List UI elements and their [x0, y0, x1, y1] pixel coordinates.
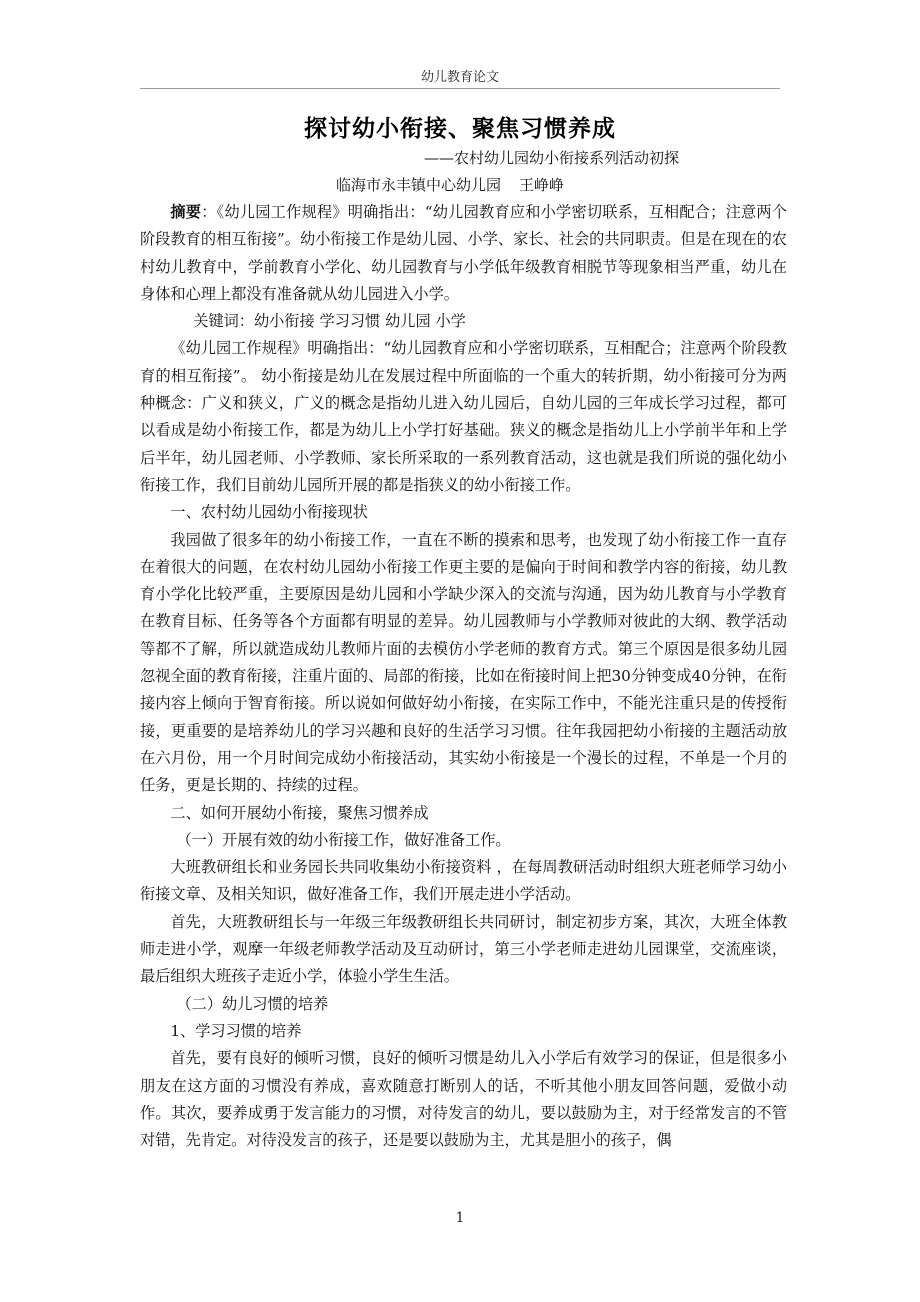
- subsection-heading-2-2: （二）幼儿习惯的培养: [176, 994, 329, 1013]
- abstract-paragraph: [140, 199, 787, 308]
- abstract-text: ：《幼儿园工作规程》明确指出：“幼儿园教育应和小学密切联系，互相配合；注意两个阶段教育的相互衔接”。幼小衔接工作是幼儿园、小学、家长、社会的共同职责。但是在现在的农村幼儿教育中，学前教育小学化、幼儿园教育与小学低年级教育相脱节等现象相当严重，幼儿在身体和心理上都没有准备就从幼儿园进入小学。: [140, 203, 787, 303]
- body-paragraph-3: 大班教研组长和业务园长共同收集幼小衔接资料 ，在每周教研活动时组织大班老师学习幼小衔接文章、及相关知识，做好准备工作，我们开展走进小学活动。: [140, 858, 787, 904]
- author-affiliation: 临海市永丰镇中心幼儿园: [336, 176, 502, 194]
- subsection-heading-2-1: （一）开展有效的幼小衔接工作，做好准备工作。: [176, 830, 511, 849]
- page-number: 1: [455, 1210, 465, 1226]
- header-divider: [140, 88, 780, 89]
- body-paragraph-1: 《幼儿园工作规程》明确指出：“幼儿园教育应和小学密切联系，互相配合；注意两个阶段教育的相互衔接”。 幼小衔接是幼儿在发展过程中所面临的一个重大的转折期，幼小衔接可分为两种概念：广义和狭义，广义的概念是指幼儿进入幼儿园后，自幼儿园的三年成长学习过程，都可以看成是幼小衔接工作，都是为幼儿上小学打好基础。狭义的概念是指幼儿上小学前半年和上学后半年，幼儿园老师、小学教师、家长所采取的一系列教育活动，这也就是我们所说的强化幼小衔接工作，我们目前幼儿园所开展的都是指狭义的幼小衔接工作。: [140, 339, 787, 494]
- body-paragraph-4: 首先，大班教研组长与一年级三年级教研组长共同研讨，制定初步方案，其次，大班全体教师走进小学，观摩一年级老师教学活动及互动研讨，第三小学老师走进幼儿园课堂，交流座谈，最后组织大班孩子走近小学，体验小学生生活。: [140, 912, 787, 986]
- section-heading-2: 二、如何开展幼小衔接，聚焦习惯养成: [170, 803, 429, 822]
- section-heading-1: 一、农村幼儿园幼小衔接现状: [170, 503, 368, 522]
- document-title: 探讨幼小衔接、聚焦习惯养成: [304, 116, 616, 142]
- document-subtitle: ——农村幼儿园幼小衔接系列活动初探: [424, 149, 680, 167]
- author-line: [336, 174, 564, 195]
- keywords-line: 关键词：幼小衔接 学习习惯 幼儿园 小学: [193, 312, 466, 331]
- body-paragraph-5: 首先，要有良好的倾听习惯，良好的倾听习惯是幼儿入小学后有效学习的保证，但是很多小朋友在这方面的习惯没有养成，喜欢随意打断别人的话，不听其他小朋友回答问题，爱做小动作。其次，要养成勇于发言能力的习惯，对待发言的幼儿，要以鼓励为主，对于经常发言的不管对错，先肯定。对待没发言的孩子，还是要以鼓励为主，尤其是胆小的孩子，偶: [140, 1049, 787, 1150]
- running-header: 幼儿教育论文: [420, 70, 499, 85]
- subsection-heading-2-2-1: 1、学习习惯的培养: [170, 1021, 302, 1040]
- document-body: [140, 199, 787, 1154]
- body-paragraph-2: 我园做了很多年的幼小衔接工作，一直在不断的摸索和思考，也发现了幼小衔接工作一直存在着很大的问题，在农村幼儿园幼小衔接工作更主要的是偏向于时间和教学内容的衔接，幼儿教育小学化比较严重，主要原因是幼儿园和小学缺少深入的交流与沟通，因为幼儿教育与小学教育在教育目标、任务等各个方面都有明显的差异。幼儿园教师与小学教师对彼此的大纲、教学活动等都不了解，所以就造成幼儿教师片面的去模仿小学老师的教育方式。第三个原因是很多幼儿园忽视全面的教育衔接，注重片面的、局部的衔接，比如在衔接时间上把30分钟变成40分钟，在衔接内容上倾向于智育衔接。所以说如何做好幼小衔接，在实际工作中，不能光注重只是的传授衔接，更重要的是培养幼儿的学习兴趣和良好的生活学习习惯。往年我园把幼小衔接的主题活动放在六月份，用一个月时间完成幼小衔接活动，其实幼小衔接是一个漫长的过程，不单是一个月的任务，更是长期的、持续的过程。: [140, 530, 787, 795]
- abstract-label: 摘要: [170, 203, 202, 221]
- author-name: 王峥峥: [519, 176, 565, 194]
